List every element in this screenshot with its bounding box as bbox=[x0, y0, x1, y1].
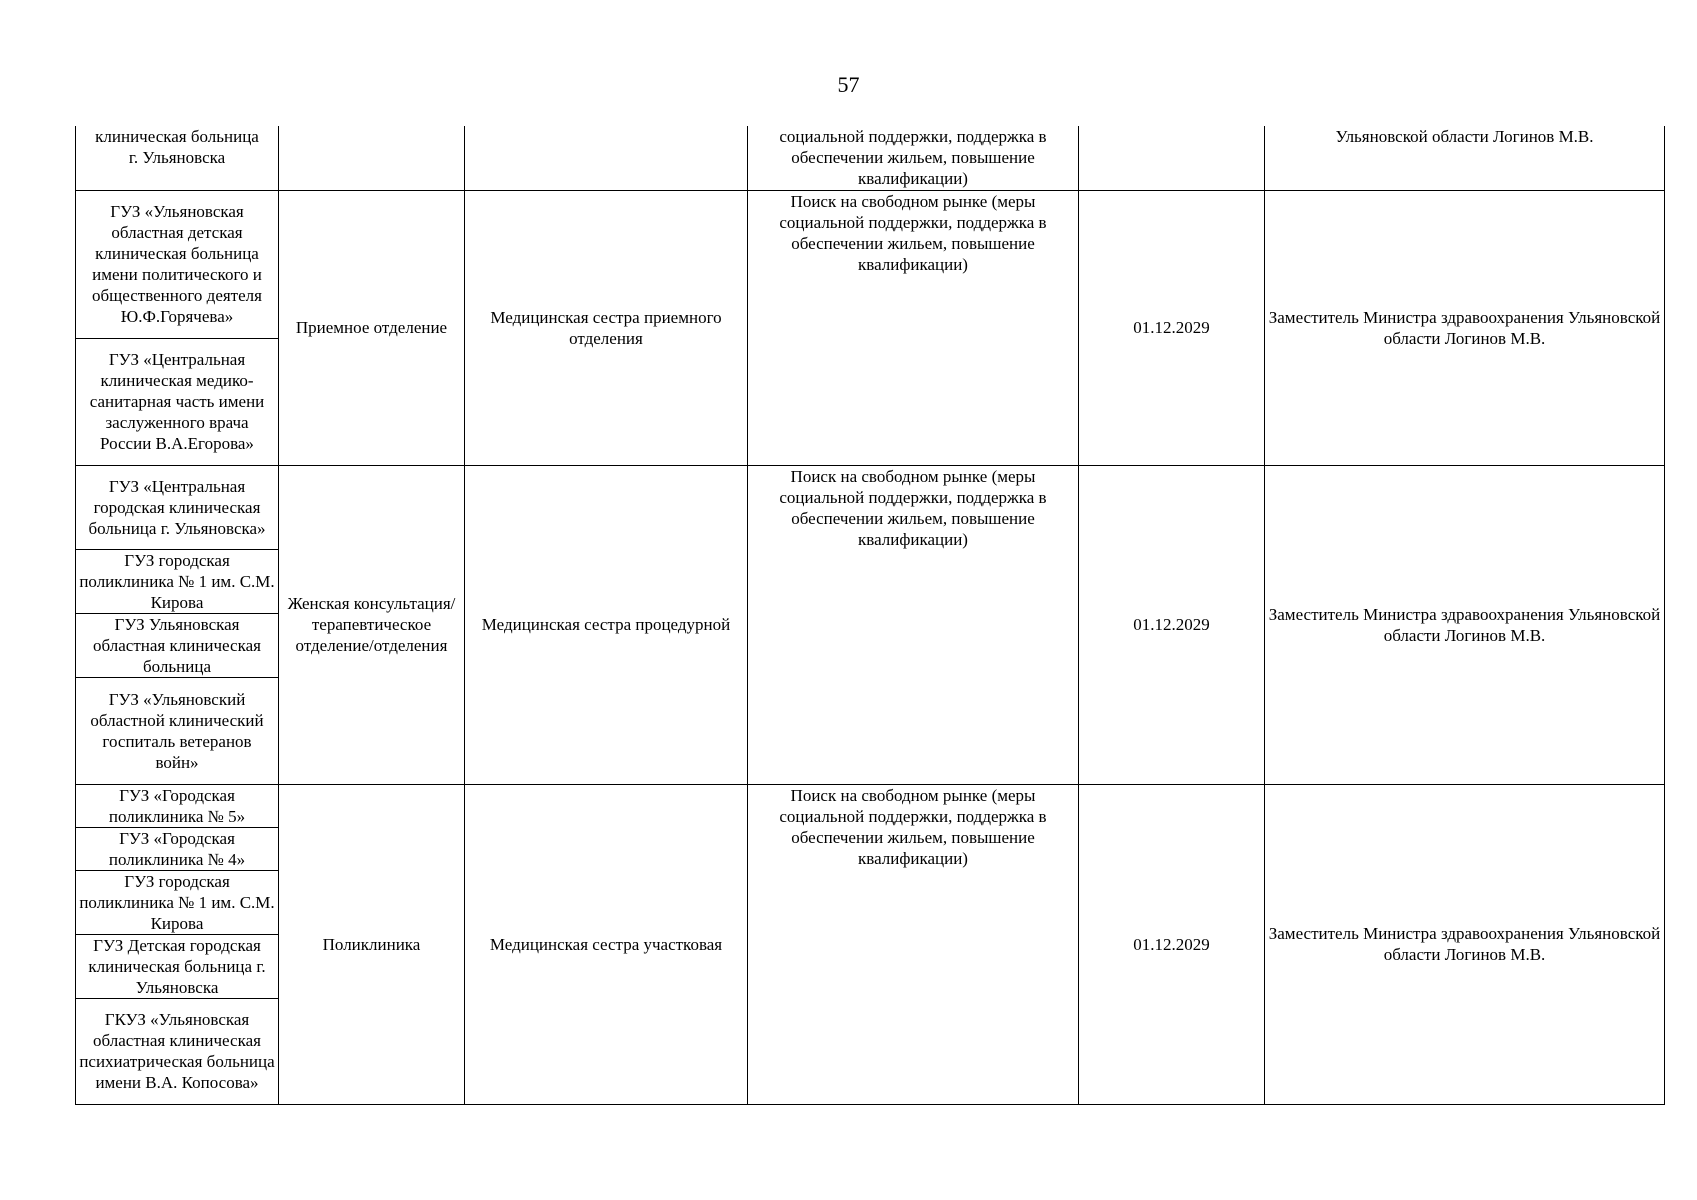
org-cell: ГУЗ «Ульяновский областной клинический госпиталь ветеранов войн» bbox=[76, 677, 279, 784]
position-cell: Медицинская сестра участковая bbox=[465, 784, 748, 1104]
position-cell: Медицинская сестра процедурной bbox=[465, 465, 748, 784]
org-cell: клиническая больница г. Ульяновска bbox=[76, 126, 279, 190]
position-cell bbox=[465, 126, 748, 190]
org-cell: ГУЗ «Ульяновская областная детская клиническая больница имени политического и общественного деятеля Ю.Ф.Горячева» bbox=[76, 190, 279, 338]
date-cell: 01.12.2029 bbox=[1079, 190, 1265, 465]
measures-cell: Поиск на свободном рынке (меры социальной поддержки, поддержка в обеспечении жильем, повышение квалификации) bbox=[748, 465, 1079, 784]
date-cell: 01.12.2029 bbox=[1079, 465, 1265, 784]
page-number: 57 bbox=[837, 72, 860, 97]
responsible-cell: Заместитель Министра здравоохранения Ульяновской области Логинов М.В. bbox=[1265, 784, 1665, 1104]
department-cell: Поликлиника bbox=[279, 784, 465, 1104]
table-row bbox=[76, 126, 1665, 190]
position-cell: Медицинская сестра приемного отделения bbox=[465, 190, 748, 465]
table-row bbox=[76, 190, 1665, 338]
table-row bbox=[76, 784, 1665, 827]
org-cell: ГУЗ «Центральная городская клиническая больница г. Ульяновска» bbox=[76, 465, 279, 549]
measures-cell: социальной поддержки, поддержка в обеспечении жильем, повышение квалификации) bbox=[748, 126, 1079, 190]
org-cell: ГКУЗ «Ульяновская областная клиническая психиатрическая больница имени В.А. Копосова» bbox=[76, 998, 279, 1104]
responsible-cell: Заместитель Министра здравоохранения Ульяновской области Логинов М.В. bbox=[1265, 190, 1665, 465]
measures-cell: Поиск на свободном рынке (меры социальной поддержки, поддержка в обеспечении жильем, повышение квалификации) bbox=[748, 190, 1079, 465]
date-cell bbox=[1079, 126, 1265, 190]
responsible-cell: Заместитель Министра здравоохранения Ульяновской области Логинов М.В. bbox=[1265, 465, 1665, 784]
department-cell bbox=[279, 126, 465, 190]
measures-cell: Поиск на свободном рынке (меры социальной поддержки, поддержка в обеспечении жильем, повышение квалификации) bbox=[748, 784, 1079, 1104]
department-cell: Женская консультация/ терапевтическое отделение/отделения bbox=[279, 465, 465, 784]
org-cell: ГУЗ городская поликлиника № 1 им. С.М. Кирова bbox=[76, 549, 279, 613]
org-cell: ГУЗ Детская городская клиническая больница г. Ульяновска bbox=[76, 934, 279, 998]
date-cell: 01.12.2029 bbox=[1079, 784, 1265, 1104]
table-row bbox=[76, 465, 1665, 549]
org-cell: ГУЗ городская поликлиника № 1 им. С.М. Кирова bbox=[76, 870, 279, 934]
org-cell: ГУЗ «Городская поликлиника № 4» bbox=[76, 827, 279, 870]
responsible-cell: Ульяновской области Логинов М.В. bbox=[1265, 126, 1665, 190]
staffing-table bbox=[75, 126, 1665, 1105]
org-cell: ГУЗ «Центральная клиническая медико-санитарная часть имени заслуженного врача России В.А.Егорова» bbox=[76, 338, 279, 465]
org-cell: ГУЗ Ульяновская областная клиническая больница bbox=[76, 613, 279, 677]
department-cell: Приемное отделение bbox=[279, 190, 465, 465]
org-cell: ГУЗ «Городская поликлиника № 5» bbox=[76, 784, 279, 827]
